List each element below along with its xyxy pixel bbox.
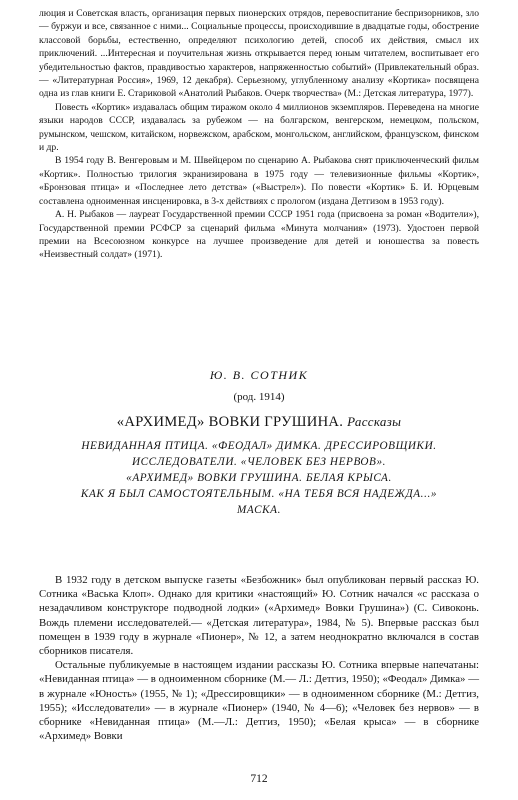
notes-block-bottom bbox=[39, 573, 479, 743]
contents-line: КАК Я БЫЛ САМОСТОЯТЕЛЬНЫМ. «НА ТЕБЯ ВСЯ НАДЕЖДА...» bbox=[80, 488, 438, 500]
section-title bbox=[0, 414, 518, 431]
title-sub: Рассказы bbox=[347, 414, 402, 429]
title-main: «АРХИМЕД» ВОВКИ ГРУШИНА. bbox=[116, 414, 344, 430]
page-number: 712 bbox=[250, 773, 268, 785]
note-paragraph: В 1932 году в детском выпуске газеты «Безбожник» был опубликован первый рассказ Ю. Сотника «Васька Клоп». Однако для критики «настоящий» Ю. Сотник начался «с рассказа о незадачливом конструкторе подводной лодки» («Архимед» Вовки Грушина») (С. Сивоконь. Вождь племени исследователей.— «Детская литература», 1984, № 5). Впервые рассказ был помещен в 1939 году в журнале «Пионер», № 12, а затем неоднократно включался в состав сборников писателя. bbox=[39, 574, 479, 658]
note-paragraph: А. Н. Рыбаков — лауреат Государственной премии СССР 1951 года (присвоена за роман «Водители»), Государственной премии РСФСР за сценарий фильма «Минута молчания» (1973). Удостоен первой премии на Всесоюзном конкурсе на лучшее произведение для детей и юношества за повесть «Неизвестный солдат» (1971). bbox=[39, 209, 479, 261]
contents-list bbox=[0, 438, 518, 518]
note-paragraph: люция и Советская власть, организация первых пионерских отрядов, перевоспитание беспризорников, зло — буржуи и все, связанное с ними... Социальные процессы, происходившие в двадцатые годы, обострение классовой борьбы, естественно, определяют психологию детей, способ их действия, смысл их приключений. ...Интересная и поучительная жизнь открывается перед юным читателем, воспитывает его убедительностью фактов, правдивостью характеров, напряженностью событий» (Привлекательный образ.— «Литературная Россия», 1969, 12 декабря). Серьезному, углубленному анализу «Кортика» посвящена одна из глав книги Е. Стариковой «Анатолий Рыбаков. Очерк творчества» (М.: Детская литература, 1977). bbox=[39, 8, 479, 100]
contents-line: ИССЛЕДОВАТЕЛИ. «ЧЕЛОВЕК БЕЗ НЕРВОВ». bbox=[131, 456, 387, 468]
note-paragraph: Остальные публикуемые в настоящем издании рассказы Ю. Сотника впервые напечатаны: «Невиданная птица» — в одноименном сборнике (М.— Л.: Детгиз, 1950); «Феодал» Димка» — в журнале «Юность» (1955, № 1); «Дрессировщики» — в одноименном сборнике (М.: Детгиз, 1955); «Исследователи» — в журнале «Пионер» (1940, № 4—6); «Человек без нервов» — в сборнике «Невиданная птица» (М.—Л.: Детгиз, 1950); «Белая крыса» — в сборнике «Архимед» Вовки bbox=[39, 659, 479, 743]
author-name: Ю. В. СОТНИК bbox=[209, 368, 309, 382]
contents-line: «АРХИМЕД» ВОВКИ ГРУШИНА. БЕЛАЯ КРЫСА. bbox=[126, 472, 392, 484]
author-dates: (род. 1914) bbox=[233, 391, 285, 403]
contents-line: НЕВИДАННАЯ ПТИЦА. «ФЕОДАЛ» ДИМКА. ДРЕССИРОВЩИКИ. bbox=[81, 440, 437, 452]
notes-block-top bbox=[39, 7, 479, 262]
note-paragraph: В 1954 году В. Венгеровым и М. Швейцером по сценарию А. Рыбакова снят приключенческий фильм «Кортик». Полностью трилогия экранизирована в 1975 году — телевизионные фильмы «Кортик», «Бронзовая птица» и «Последнее лето детства» («Выстрел»). По повести «Кортик» Б. И. Юрцевым составлена одноименная инсценировка, в 3-х действиях с прологом (издана Детгизом в 1953 году). bbox=[39, 155, 479, 207]
contents-line: МАСКА. bbox=[237, 504, 281, 516]
note-paragraph: Повесть «Кортик» издавалась общим тиражом около 4 миллионов экземпляров. Переведена на многие языки народов СССР, издавалась за рубежом — на болгарском, венгерском, немецком, польском, румынском, чешском, китайском, норвежском, арабском, монгольском, английском, французском, финском и др. bbox=[39, 101, 479, 154]
